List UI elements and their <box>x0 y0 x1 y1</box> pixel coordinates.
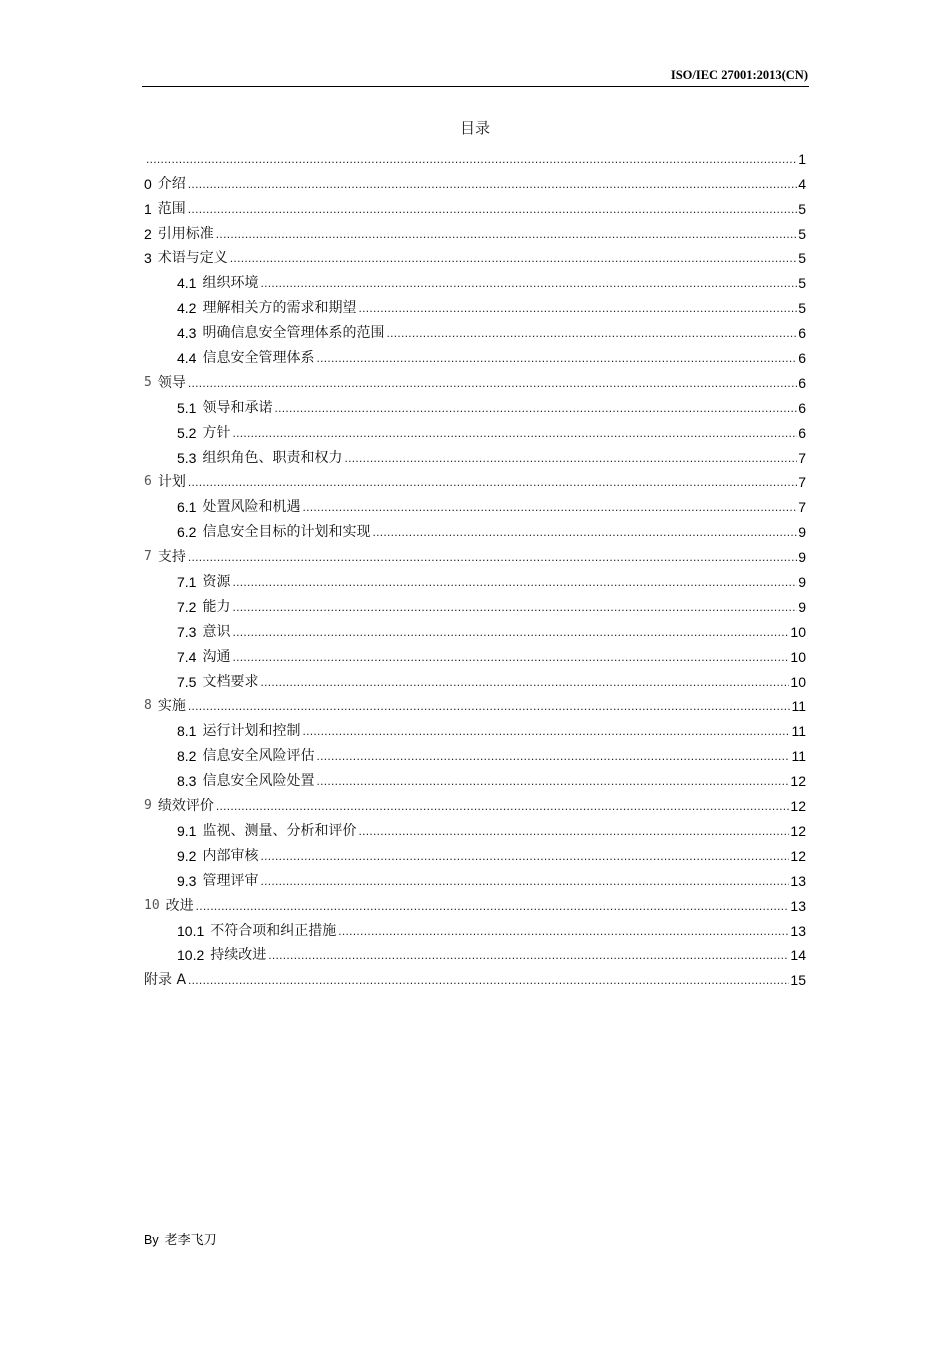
toc-entry[interactable] <box>144 740 806 765</box>
dot-leader <box>216 797 790 815</box>
dot-leader <box>188 374 797 392</box>
toc-entry-page: 15 <box>790 972 806 989</box>
dot-leader <box>232 648 789 666</box>
toc-entry-number: 2 <box>144 225 152 242</box>
dot-leader <box>196 897 790 915</box>
dot-leader <box>146 150 797 168</box>
dot-leader <box>358 299 797 317</box>
toc-entry-page: 7 <box>798 449 806 466</box>
dot-leader <box>386 324 797 342</box>
dot-leader <box>338 922 789 940</box>
toc-entry-label: 术语与定义 <box>157 250 228 267</box>
toc-entry-label: 文档要求 <box>202 673 259 690</box>
toc-entry[interactable] <box>144 417 806 442</box>
toc-entry-label: 信息安全风险处置 <box>202 773 315 790</box>
toc-entry[interactable] <box>144 964 806 989</box>
toc-entry-label: 信息安全管理体系 <box>202 350 315 367</box>
toc-entry-label: 方针 <box>202 424 231 441</box>
toc-entry-number: 4.4 <box>177 350 197 367</box>
toc-entry[interactable] <box>144 915 806 940</box>
toc-entry-number: 9.2 <box>177 847 197 864</box>
footer <box>144 1229 217 1248</box>
toc-entry-page: 12 <box>790 822 806 839</box>
toc-entry-page: 9 <box>798 524 806 541</box>
toc-entry[interactable] <box>144 541 806 566</box>
toc-entry[interactable] <box>144 168 806 193</box>
toc-entry[interactable] <box>144 666 806 691</box>
toc-entry-page: 11 <box>791 723 806 740</box>
dot-leader <box>316 747 790 765</box>
toc-entry-page: 10 <box>790 673 806 690</box>
toc-entry[interactable] <box>144 765 806 790</box>
toc-entry[interactable] <box>144 317 806 342</box>
toc-entry-page: 10 <box>790 623 806 640</box>
toc-entry[interactable] <box>144 865 806 890</box>
toc-entry-label: 信息安全风险评估 <box>202 748 315 765</box>
toc-entry[interactable] <box>144 815 806 840</box>
toc-entry-label: 不符合项和纠正措施 <box>210 922 337 939</box>
toc-entry[interactable] <box>144 292 806 317</box>
dot-leader <box>372 523 797 541</box>
toc-entry[interactable] <box>144 641 806 666</box>
toc-entry[interactable] <box>144 566 806 591</box>
toc-entry-number: 4.3 <box>177 325 197 342</box>
toc-entry-number: 10.2 <box>177 947 205 964</box>
toc-entry-page: 5 <box>798 225 806 242</box>
toc-entry-label: 领导和承诺 <box>202 399 273 416</box>
dot-leader <box>232 573 797 591</box>
toc-entry-number: 9.3 <box>177 872 197 889</box>
toc-entry-page: 10 <box>790 648 806 665</box>
toc-entry-page: 6 <box>798 399 806 416</box>
toc-entry[interactable] <box>144 467 806 492</box>
toc-entry[interactable] <box>144 840 806 865</box>
toc-entry-page: 9 <box>798 549 806 566</box>
dot-leader <box>232 598 797 616</box>
dot-leader <box>260 274 797 292</box>
toc-entry-label: 沟通 <box>202 648 231 665</box>
toc-entry-label: 实施 <box>157 698 186 715</box>
dot-leader <box>260 872 789 890</box>
dot-leader <box>260 847 789 865</box>
toc-entry-number: 7.4 <box>177 648 197 665</box>
dot-leader <box>268 946 789 964</box>
toc-entry-page: 11 <box>791 748 806 765</box>
toc-entry-number: 7.5 <box>177 673 197 690</box>
dot-leader <box>188 697 791 715</box>
toc-entry[interactable] <box>144 890 806 915</box>
toc-title: 目录 <box>459 119 490 137</box>
dot-leader <box>188 548 797 566</box>
toc-entry-number: 8.3 <box>177 773 197 790</box>
toc-entry-label: 持续改进 <box>210 947 267 964</box>
toc-entry-number: 5 <box>144 374 152 390</box>
toc-entry-number: 9.1 <box>177 822 197 839</box>
dot-leader <box>188 200 797 218</box>
toc-entry-label: 理解相关方的需求和期望 <box>202 300 357 317</box>
toc-entry-page: 5 <box>798 275 806 292</box>
toc-entry-label: 资源 <box>202 574 231 591</box>
toc-entry-number: 9 <box>144 798 152 814</box>
toc-entry[interactable] <box>144 691 806 716</box>
toc-entry[interactable] <box>144 591 806 616</box>
toc-entry[interactable] <box>144 442 806 467</box>
toc-entry-label: 意识 <box>202 623 231 640</box>
toc-entry-label: 范围 <box>157 200 186 217</box>
dot-leader <box>302 722 790 740</box>
toc-entry[interactable] <box>144 616 806 641</box>
toc-entry-number: 1 <box>144 200 152 217</box>
dot-leader <box>188 971 789 989</box>
toc-entry-page: 5 <box>798 250 806 267</box>
toc-entry-page: 9 <box>798 574 806 591</box>
toc-entry-page: 12 <box>790 847 806 864</box>
dot-leader <box>216 225 797 243</box>
toc-entry-page: 5 <box>798 200 806 217</box>
toc-entry-page: 6 <box>798 374 806 391</box>
toc-entry-number: 4.2 <box>177 300 197 317</box>
dot-leader <box>302 498 797 516</box>
toc-entry-page: 11 <box>791 698 806 715</box>
toc-entry-page: 1 <box>798 150 806 167</box>
toc-entry-label: 组织环境 <box>202 275 259 292</box>
toc-entry-number: 3 <box>144 250 152 267</box>
toc-entry-label: 运行计划和控制 <box>202 723 301 740</box>
toc-entry-page: 5 <box>798 300 806 317</box>
toc-entry-page: 13 <box>790 922 806 939</box>
toc-entry[interactable] <box>144 267 806 292</box>
toc-entry[interactable] <box>144 193 806 218</box>
toc-entry-page: 9 <box>798 598 806 615</box>
toc-entry-page: 12 <box>790 798 806 815</box>
toc-entry-label: 绩效评价 <box>157 798 214 815</box>
dot-leader <box>274 399 797 417</box>
dot-leader <box>344 449 797 467</box>
toc-entry[interactable] <box>144 367 806 392</box>
toc-entry-number: 5.2 <box>177 424 197 441</box>
toc-entry[interactable] <box>144 243 806 268</box>
dot-leader <box>316 772 789 790</box>
dot-leader <box>358 822 789 840</box>
toc-entry-number: 5.3 <box>177 449 197 466</box>
toc-entry-number: 7.1 <box>177 574 197 591</box>
toc-entry-page: 7 <box>798 474 806 491</box>
dot-leader <box>188 473 797 491</box>
toc-entry-label: 附录 A <box>144 972 187 989</box>
toc-entry-number: 5.1 <box>177 399 197 416</box>
dot-leader <box>232 623 789 641</box>
toc-entry-page: 6 <box>798 424 806 441</box>
toc-entry-number: 8.2 <box>177 748 197 765</box>
toc-entry-number: 7 <box>144 549 152 565</box>
dot-leader <box>230 249 797 267</box>
toc-entry-number: 6.1 <box>177 499 197 516</box>
toc-entry-page: 13 <box>790 872 806 889</box>
toc-entry-number: 10 <box>144 897 160 913</box>
toc-entry-label: 能力 <box>202 598 231 615</box>
toc-entry-page: 13 <box>790 897 806 914</box>
toc-entry-label: 信息安全目标的计划和实现 <box>202 524 371 541</box>
toc-entry-number: 6.2 <box>177 524 197 541</box>
dot-leader <box>316 349 797 367</box>
toc-entry-number: 6 <box>144 474 152 490</box>
toc-entry-page: 4 <box>798 175 806 192</box>
toc-entry-page: 6 <box>798 325 806 342</box>
dot-leader <box>232 424 797 442</box>
toc-entry-label: 改进 <box>165 897 194 914</box>
toc-entry-number: 7.2 <box>177 598 197 615</box>
footer-author: 老李飞刀 <box>164 1233 217 1248</box>
toc-entry[interactable] <box>144 790 806 815</box>
table-of-contents <box>144 143 806 989</box>
toc-entry-label: 领导 <box>157 374 186 391</box>
toc-entry-number: 7.3 <box>177 623 197 640</box>
toc-entry-label: 组织角色、职责和权力 <box>202 449 343 466</box>
footer-by: By <box>144 1233 159 1247</box>
dot-leader <box>260 673 789 691</box>
toc-entry-page: 6 <box>798 350 806 367</box>
toc-entry[interactable] <box>144 491 806 516</box>
toc-entry-label: 明确信息安全管理体系的范围 <box>202 325 385 342</box>
toc-entry-number: 4.1 <box>177 275 197 292</box>
toc-entry-page: 14 <box>790 947 806 964</box>
toc-entry[interactable] <box>144 218 806 243</box>
toc-entry-label: 监视、测量、分析和评价 <box>202 822 357 839</box>
toc-entry[interactable] <box>144 392 806 417</box>
toc-entry[interactable] <box>144 143 806 168</box>
toc-entry-label: 介绍 <box>157 175 186 192</box>
toc-entry-label: 引用标准 <box>157 225 214 242</box>
toc-entry[interactable] <box>144 342 806 367</box>
toc-entry-page: 7 <box>798 499 806 516</box>
toc-entry-page: 12 <box>790 773 806 790</box>
toc-entry-number: 8 <box>144 698 152 714</box>
toc-entry[interactable] <box>144 940 806 965</box>
document-code: ISO/IEC 27001:2013(CN) <box>670 68 808 82</box>
toc-entry-number: 8.1 <box>177 723 197 740</box>
toc-entry[interactable] <box>144 715 806 740</box>
dot-leader <box>188 175 797 193</box>
toc-entry[interactable] <box>144 516 806 541</box>
toc-entry-number: 0 <box>144 175 152 192</box>
toc-entry-label: 内部审核 <box>202 847 259 864</box>
toc-entry-label: 计划 <box>157 474 186 491</box>
toc-entry-label: 管理评审 <box>202 872 259 889</box>
toc-entry-label: 支持 <box>157 549 186 566</box>
header-rule <box>142 86 809 87</box>
toc-entry-number: 10.1 <box>177 922 205 939</box>
toc-entry-label: 处置风险和机遇 <box>202 499 301 516</box>
